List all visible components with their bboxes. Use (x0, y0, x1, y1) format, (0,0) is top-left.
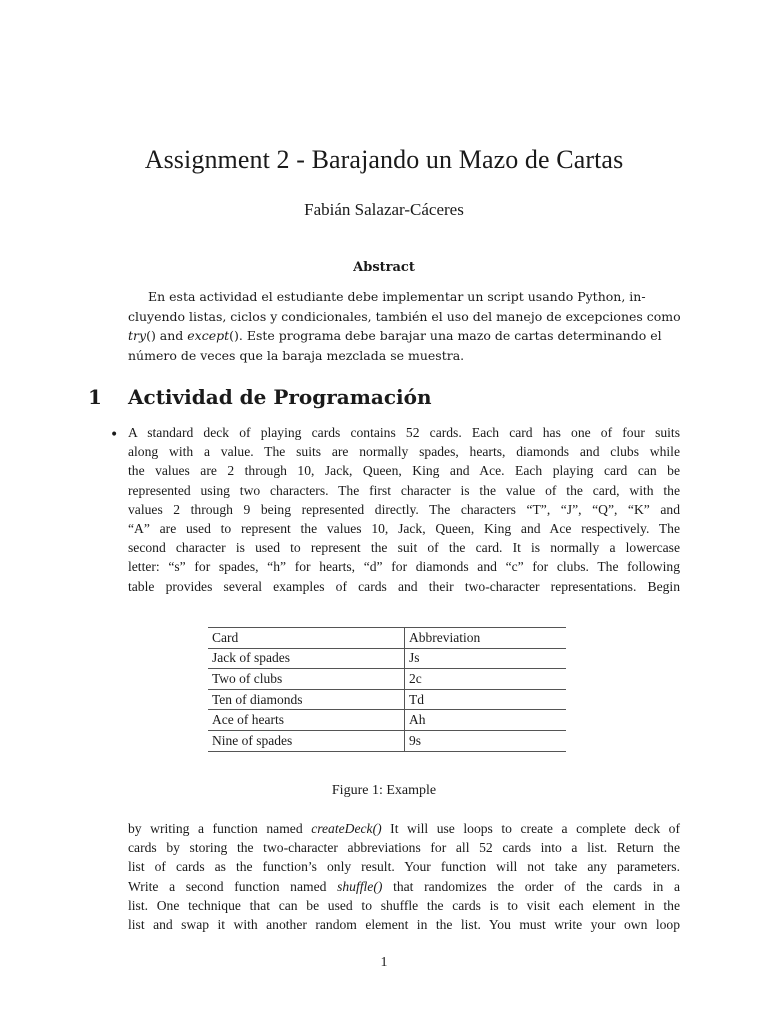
figure-caption: Figure 1: Example (331, 783, 437, 798)
table-cell: 9s (405, 730, 567, 751)
abstract-line: cluyendo listas, ciclos y condicionales, también el uso del manejo de excepciones como (128, 308, 681, 324)
table-cell: Nine of spades (208, 730, 405, 751)
table-cell: Jack of spades (208, 648, 405, 669)
paragraph-line: list and swap it with another random element in the list. You must write your own loop (128, 917, 680, 933)
table-cell: Two of clubs (208, 669, 405, 690)
paragraph-line: “A” are used to represent the values 10, Jack, Queen, King and Ace respectively. The (128, 521, 680, 537)
card-table (208, 627, 566, 752)
table-cell: 2c (405, 669, 567, 690)
paragraph-2 (128, 819, 680, 934)
paper-author: Fabián Salazar-Cáceres (304, 200, 464, 219)
section-title: Actividad de Programación (128, 385, 432, 409)
table-row (208, 689, 566, 710)
paragraph-line: second character is used to represent the suit of the card. It is normally a lowercase (128, 540, 680, 556)
create-deck-function: createDeck() (311, 821, 382, 836)
bullet-icon: • (110, 427, 119, 443)
paragraph-text: by writing a function named (128, 821, 312, 836)
abstract-heading: Abstract (353, 260, 415, 275)
table-cell: Js (405, 648, 567, 669)
paragraph-text: It will use loops to create a complete deck of (381, 821, 680, 836)
page-number: 1 (380, 955, 388, 970)
abstract-body (128, 287, 681, 365)
abstract-text: (). Este programa debe barajar una mazo de cartas determinando el (229, 328, 662, 343)
table-row (208, 710, 566, 731)
paragraph-line: represented using two characters. The first character is the value of the card, with the (128, 482, 680, 498)
try-function: try (128, 328, 147, 343)
paragraph-line: list of cards as the function’s only result. Your function will not take any parameters. (128, 859, 680, 875)
paragraph-line: letter: “s” for spades, “h” for hearts, “d” for diamonds and “c” for clubs. The following (128, 559, 680, 575)
abstract-line: número de veces que la baraja mezclada se muestra. (128, 347, 465, 363)
table-row (208, 730, 566, 751)
table-header-cell: Card (208, 628, 405, 649)
table-cell: Ah (405, 710, 567, 731)
abstract-line: En esta actividad el estudiante debe implementar un script usando Python, in- (148, 289, 646, 304)
table-cell: Td (405, 689, 567, 710)
paragraph-line (128, 819, 680, 838)
abstract-text: () and (146, 328, 188, 343)
section-number: 1 (88, 385, 102, 409)
table-row (208, 669, 566, 690)
paragraph-line: A standard deck of playing cards contains 52 cards. Each card has one of four suits (128, 425, 680, 440)
paragraph-text: Write a second function named (128, 878, 338, 894)
table-header-row (208, 628, 566, 649)
table-row (208, 648, 566, 669)
paragraph-1 (128, 423, 680, 596)
except-function: except (187, 328, 230, 343)
paragraph-line: the values are 2 through 10, Jack, Queen, King and Ace. Each playing card can be (128, 463, 680, 479)
shuffle-function: shuffle() (337, 878, 383, 894)
table-cell: Ten of diamonds (208, 689, 405, 710)
section-heading (88, 385, 432, 409)
table-header-cell: Abbreviation (405, 628, 567, 649)
paper-title: Assignment 2 - Barajando un Mazo de Cartas (144, 145, 624, 174)
paragraph-line: values 2 through 9 being represented directly. The characters “T”, “J”, “Q”, “K” and (128, 501, 680, 517)
paragraph-line: list. One technique that can be used to shuffle the cards is to visit each element in the (128, 897, 680, 913)
paragraph-line (128, 877, 680, 896)
paragraph-line: along with a value. The suits are normally spades, hearts, diamonds and clubs while (128, 444, 680, 460)
table-cell: Ace of hearts (208, 710, 405, 731)
paragraph-text: that randomizes the order of the cards in a (382, 878, 680, 894)
paragraph-line: table provides several examples of cards and their two-character representations. Begin (128, 578, 680, 594)
paragraph-line: cards by storing the two-character abbreviations for all 52 cards into a list. Return the (128, 840, 680, 856)
